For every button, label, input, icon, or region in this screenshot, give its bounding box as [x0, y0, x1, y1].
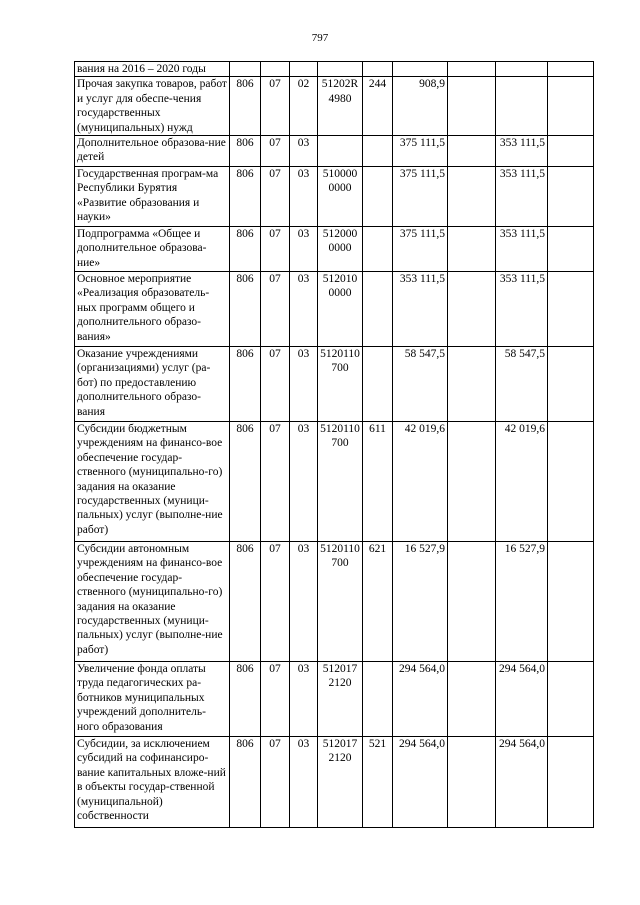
cell-sum-2: [448, 272, 496, 347]
table-row: [75, 542, 594, 662]
cell-sum-1: 16 527,9: [393, 542, 448, 662]
cell-pr: 03: [290, 272, 318, 347]
table-row: [75, 167, 594, 227]
cell-sum-2: [448, 737, 496, 828]
cell-csr: [318, 136, 363, 167]
cell-csr: 5120110700: [318, 422, 363, 542]
cell-sum-1: 294 564,0: [393, 662, 448, 737]
table-row: [75, 62, 594, 77]
cell-pr: 03: [290, 542, 318, 662]
cell-rz: 07: [261, 542, 290, 662]
cell-sum-3: 294 564,0: [496, 737, 548, 828]
cell-csr: 5120100000: [318, 272, 363, 347]
cell-csr: 51202R4980: [318, 77, 363, 136]
cell-sum-1: 375 111,5: [393, 167, 448, 227]
cell-name: Субсидии, за исключением субсидий на софинансиро-вание капитальных вложе-ний в объекты государ-ственной (муниципальной) собственности: [75, 737, 230, 828]
cell-vr: 611: [363, 422, 393, 542]
cell-sum-3: 353 111,5: [496, 227, 548, 272]
cell-sum-1: 58 547,5: [393, 347, 448, 422]
cell-rz: [261, 62, 290, 77]
cell-sum-4: [548, 542, 594, 662]
cell-vr: [363, 62, 393, 77]
cell-sum-3: [496, 62, 548, 77]
cell-ved: 806: [230, 662, 261, 737]
cell-sum-3: [496, 77, 548, 136]
cell-ved: 806: [230, 227, 261, 272]
cell-sum-1: 375 111,5: [393, 136, 448, 167]
cell-csr: 5120172120: [318, 737, 363, 828]
cell-ved: 806: [230, 347, 261, 422]
table-row: [75, 422, 594, 542]
cell-sum-3: 353 111,5: [496, 136, 548, 167]
cell-sum-1: 42 019,6: [393, 422, 448, 542]
cell-sum-1: 375 111,5: [393, 227, 448, 272]
cell-sum-4: [548, 62, 594, 77]
cell-sum-4: [548, 347, 594, 422]
cell-rz: 07: [261, 662, 290, 737]
cell-sum-1: 353 111,5: [393, 272, 448, 347]
table-row: [75, 77, 594, 136]
cell-csr: 5100000000: [318, 167, 363, 227]
cell-pr: 03: [290, 136, 318, 167]
cell-ved: 806: [230, 272, 261, 347]
cell-csr: [318, 62, 363, 77]
cell-sum-3: 353 111,5: [496, 272, 548, 347]
cell-name: Основное мероприятие «Реализация образователь-ных программ общего и дополнительного образо-вания»: [75, 272, 230, 347]
cell-sum-4: [548, 422, 594, 542]
cell-rz: 07: [261, 227, 290, 272]
cell-pr: 03: [290, 347, 318, 422]
cell-name: Государственная програм-ма Республики Бурятия «Развитие образования и науки»: [75, 167, 230, 227]
cell-sum-4: [548, 662, 594, 737]
cell-ved: 806: [230, 136, 261, 167]
cell-sum-2: [448, 62, 496, 77]
cell-vr: [363, 167, 393, 227]
cell-name: Субсидии бюджетным учреждениям на финансо-вое обеспечение государ-ственного (муниципально-го) задания на оказание государственных (муници-пальных) услуг (выполне-ние работ): [75, 422, 230, 542]
cell-name: Дополнительное образова-ние детей: [75, 136, 230, 167]
cell-vr: 521: [363, 737, 393, 828]
cell-ved: [230, 62, 261, 77]
cell-name: вания на 2016 – 2020 годы: [75, 62, 230, 77]
cell-rz: 07: [261, 422, 290, 542]
cell-pr: 03: [290, 662, 318, 737]
cell-csr: 5120000000: [318, 227, 363, 272]
cell-sum-3: 16 527,9: [496, 542, 548, 662]
cell-vr: [363, 662, 393, 737]
cell-sum-2: [448, 77, 496, 136]
cell-sum-1: 294 564,0: [393, 737, 448, 828]
cell-sum-1: 908,9: [393, 77, 448, 136]
cell-sum-2: [448, 422, 496, 542]
cell-vr: 621: [363, 542, 393, 662]
cell-sum-3: 294 564,0: [496, 662, 548, 737]
cell-sum-1: [393, 62, 448, 77]
table-row: [75, 272, 594, 347]
cell-ved: 806: [230, 167, 261, 227]
cell-vr: [363, 272, 393, 347]
table-row: [75, 136, 594, 167]
cell-sum-2: [448, 136, 496, 167]
cell-rz: 07: [261, 737, 290, 828]
cell-ved: 806: [230, 542, 261, 662]
cell-sum-2: [448, 542, 496, 662]
cell-rz: 07: [261, 167, 290, 227]
table-row: [75, 227, 594, 272]
cell-vr: [363, 136, 393, 167]
cell-sum-4: [548, 77, 594, 136]
cell-csr: 5120172120: [318, 662, 363, 737]
cell-name: Оказание учреждениями (организациями) услуг (ра-бот) по предоставлению дополнительного образо-вания: [75, 347, 230, 422]
cell-sum-3: 42 019,6: [496, 422, 548, 542]
cell-pr: 03: [290, 422, 318, 542]
cell-sum-2: [448, 662, 496, 737]
cell-rz: 07: [261, 347, 290, 422]
cell-sum-4: [548, 136, 594, 167]
cell-rz: 07: [261, 77, 290, 136]
cell-name: Увеличение фонда оплаты труда педагогических ра-ботников муниципальных учреждений дополнитель-ного образования: [75, 662, 230, 737]
cell-sum-2: [448, 347, 496, 422]
cell-sum-4: [548, 737, 594, 828]
cell-sum-3: 58 547,5: [496, 347, 548, 422]
cell-vr: 244: [363, 77, 393, 136]
table-row: [75, 347, 594, 422]
cell-sum-2: [448, 167, 496, 227]
page-number: 797: [311, 32, 329, 44]
table-row: [75, 662, 594, 737]
cell-vr: [363, 347, 393, 422]
cell-name: Прочая закупка товаров, работ и услуг для обеспе-чения государственных (муниципальных) нужд: [75, 77, 230, 136]
cell-sum-3: 353 111,5: [496, 167, 548, 227]
cell-vr: [363, 227, 393, 272]
cell-sum-4: [548, 272, 594, 347]
cell-csr: 5120110700: [318, 347, 363, 422]
cell-ved: 806: [230, 422, 261, 542]
cell-name: Субсидии автономным учреждениям на финансо-вое обеспечение государ-ственного (муниципально-го) задания на оказание государственных (муници-пальных) услуг (выполне-ние работ): [75, 542, 230, 662]
cell-pr: [290, 62, 318, 77]
cell-pr: 03: [290, 737, 318, 828]
cell-ved: 806: [230, 737, 261, 828]
cell-ved: 806: [230, 77, 261, 136]
table-row: [75, 737, 594, 828]
cell-sum-2: [448, 227, 496, 272]
cell-sum-4: [548, 167, 594, 227]
cell-pr: 02: [290, 77, 318, 136]
cell-rz: 07: [261, 272, 290, 347]
cell-rz: 07: [261, 136, 290, 167]
cell-name: Подпрограмма «Общее и дополнительное образова-ние»: [75, 227, 230, 272]
cell-csr: 5120110700: [318, 542, 363, 662]
cell-pr: 03: [290, 227, 318, 272]
cell-sum-4: [548, 227, 594, 272]
cell-pr: 03: [290, 167, 318, 227]
budget-table: [74, 61, 594, 828]
